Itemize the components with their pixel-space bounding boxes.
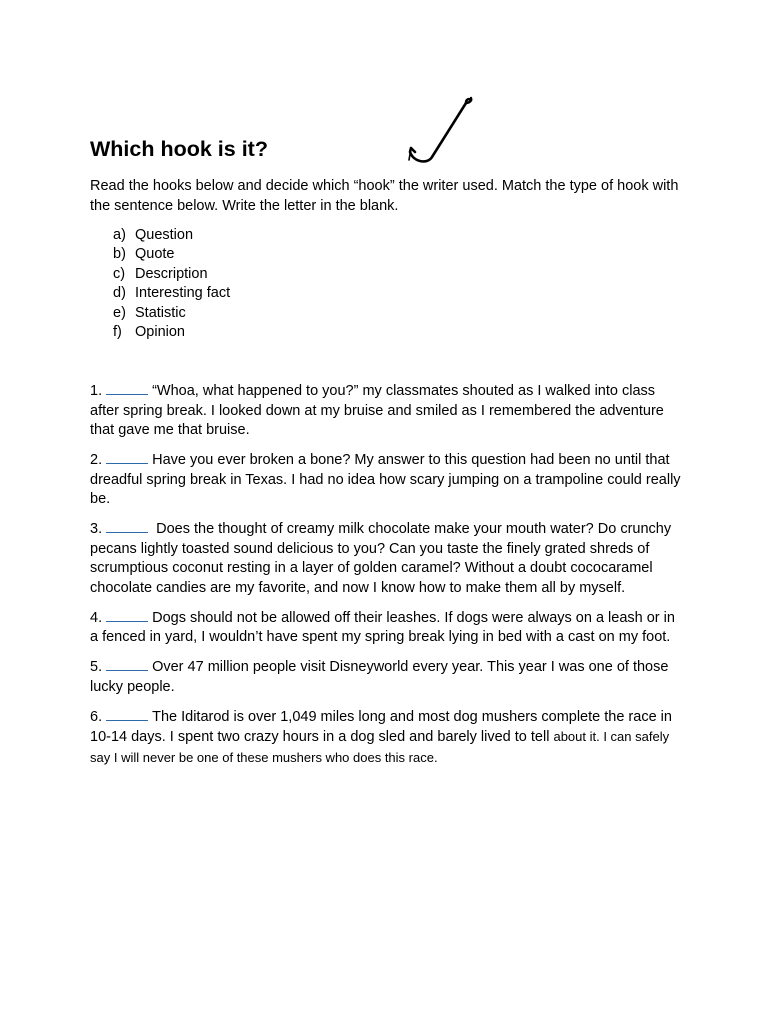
question-6 xyxy=(90,707,682,769)
list-item xyxy=(113,245,230,264)
question-text: Does the thought of creamy milk chocolate make your mouth water? Do crunchy pecans lightly toasted sound delicious to you? Can you taste the finely grated shreds of scrumptious coconut resting in a layer of golden caramel? Without a doubt cococaramel chocolate candies are my favorite, and now I know how to make them all by myself. xyxy=(90,521,672,596)
question-number: 6. xyxy=(90,708,103,725)
question-text: “Whoa, what happened to you?” my classmates shouted as I walked into class after spring break. I looked down at my bruise and smiled as I remembered the adventure that gave me that bruise. xyxy=(90,383,664,438)
question-5 xyxy=(90,657,682,697)
page-title: Which hook is it? xyxy=(90,137,268,161)
question-number: 3. xyxy=(90,521,103,537)
question-3 xyxy=(90,519,682,598)
question-number: 5. xyxy=(90,659,103,675)
question-1 xyxy=(90,381,682,441)
option-letter: e) xyxy=(113,304,126,321)
option-letter: d) xyxy=(113,285,126,302)
list-item xyxy=(113,284,230,303)
list-item xyxy=(113,226,230,245)
fish-hook-icon xyxy=(408,94,478,164)
option-letter: f) xyxy=(113,324,122,341)
option-label: Quote xyxy=(135,246,175,263)
answer-blank-6[interactable] xyxy=(106,707,148,721)
question-number: 1. xyxy=(90,383,103,399)
question-2 xyxy=(90,450,682,510)
answer-blank-1[interactable] xyxy=(106,381,148,395)
option-label: Opinion xyxy=(135,324,185,341)
option-label: Description xyxy=(135,265,208,282)
option-label: Interesting fact xyxy=(135,285,231,302)
answer-blank-3[interactable] xyxy=(106,519,148,533)
option-label: Question xyxy=(135,227,194,243)
question-number: 2. xyxy=(90,452,103,468)
question-text: Dogs should not be allowed off their leashes. If dogs were always on a leash or in a fenced in yard, I wouldn’t have spent my spring break lying in bed with a cast on my foot. xyxy=(90,609,675,645)
option-letter: a) xyxy=(113,227,126,243)
question-text-small: about it. I can safely say I will never be one of these mushers who does this race. xyxy=(90,729,670,765)
list-item xyxy=(113,265,230,284)
question-4 xyxy=(90,608,682,648)
option-letter: b) xyxy=(113,246,126,263)
hook-type-list xyxy=(113,226,230,342)
list-item xyxy=(113,323,230,342)
question-text: The Iditarod is over 1,049 miles long and most dog mushers complete the race in 10-14 days. I spent two crazy hours in a dog sled and barely lived to tell xyxy=(90,708,672,745)
question-list xyxy=(90,381,682,778)
question-text: Have you ever broken a bone? My answer to this question had been no until that dreadful spring break in Texas. I had no idea how scary jumping on a trampoline could really be. xyxy=(90,452,681,507)
answer-blank-2[interactable] xyxy=(106,450,148,464)
option-label: Statistic xyxy=(135,304,186,321)
option-letter: c) xyxy=(113,265,126,282)
answer-blank-4[interactable] xyxy=(106,608,148,622)
list-item xyxy=(113,304,230,323)
title-row xyxy=(90,92,682,168)
instructions: Read the hooks below and decide which “hook” the writer used. Match the type of hook with the sentence below. Write the letter in the blank. xyxy=(90,178,679,214)
question-number: 4. xyxy=(90,609,103,626)
question-text: Over 47 million people visit Disneyworld every year. This year I was one of those lucky people. xyxy=(90,659,669,695)
answer-blank-5[interactable] xyxy=(106,657,148,671)
